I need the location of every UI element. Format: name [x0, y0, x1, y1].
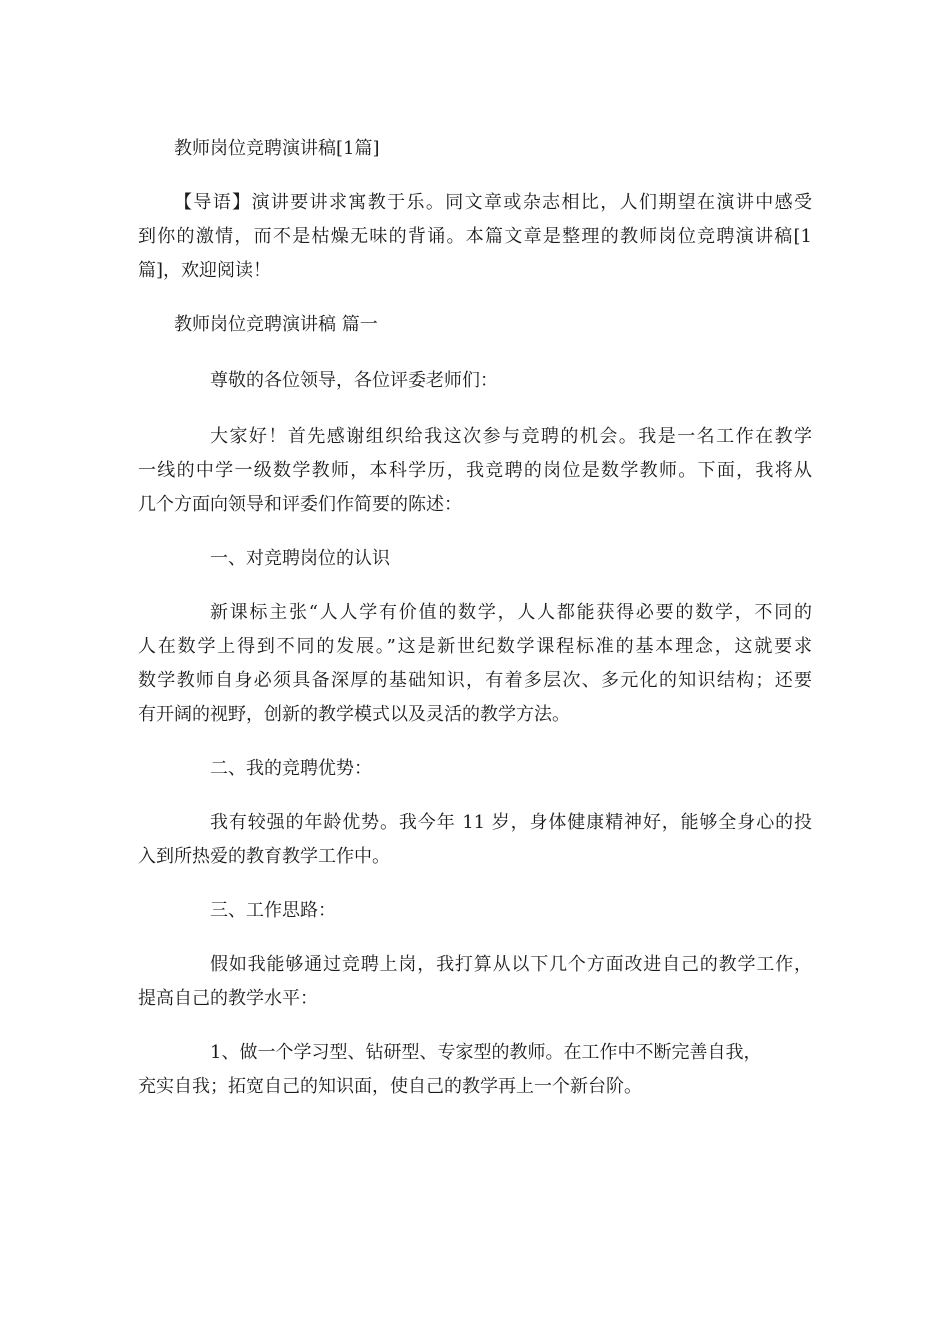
paragraph-3 [138, 948, 812, 1016]
paragraph-1 [138, 596, 812, 732]
heading-2: 二、我的竞聘优势： [210, 758, 372, 779]
paragraph-2-line: 我有较强的年龄优势。我今年 11 岁，身体健康精神好，能够全身心的投 [210, 812, 812, 833]
list-item-1 [138, 1036, 812, 1104]
paragraph-2 [138, 806, 812, 874]
intro-line: 到你的激情，而不是枯燥无味的背诵。本篇文章是整理的教师岗位竞聘演讲稿[1 [138, 226, 812, 247]
paragraph-1-line: 人在数学上得到不同的发展。”这是新世纪数学课程标准的基本理念，这就要求 [138, 636, 812, 657]
section-title: 教师岗位竞聘演讲稿 篇一 [174, 314, 378, 335]
document-page [138, 0, 812, 1344]
paragraph-1-line: 数学教师自身必须具备深厚的基础知识，有着多层次、多元化的知识结构；还要 [138, 670, 812, 691]
opening-line: 大家好！首先感谢组织给我这次参与竞聘的机会。我是一名工作在教学 [210, 426, 812, 447]
paragraph-1-line: 有开阔的视野，创新的教学模式以及灵活的教学方法。 [138, 704, 570, 725]
intro-line: 篇]，欢迎阅读！ [138, 260, 272, 281]
opening-paragraph [138, 420, 812, 522]
list-item-1-line: 充实自我；拓宽自己的知识面，使自己的教学再上一个新台阶。 [138, 1076, 642, 1097]
document-title: 教师岗位竞聘演讲稿[1篇] [174, 138, 380, 159]
paragraph-3-line: 假如我能够通过竞聘上岗，我打算从以下几个方面改进自己的教学工作， [210, 954, 812, 975]
opening-line: 几个方面向领导和评委们作简要的陈述： [138, 494, 462, 515]
heading-1: 一、对竞聘岗位的认识 [210, 548, 390, 569]
heading-3: 三、工作思路： [210, 900, 336, 921]
intro-paragraph [138, 186, 812, 288]
paragraph-3-line: 提高自己的教学水平： [138, 988, 318, 1009]
opening-line: 一线的中学一级数学教师，本科学历，我竞聘的岗位是数学教师。下面，我将从 [138, 460, 812, 481]
list-item-1-line: 1、做一个学习型、钻研型、专家型的教师。在工作中不断完善自我， [210, 1042, 762, 1063]
paragraph-2-line: 入到所热爱的教育教学工作中。 [138, 846, 390, 867]
paragraph-1-line: 新课标主张“人人学有价值的数学，人人都能获得必要的数学，不同的 [210, 602, 812, 623]
intro-line: 【导语】演讲要讲求寓教于乐。同文章或杂志相比，人们期望在演讲中感受 [174, 192, 812, 213]
greeting: 尊敬的各位领导，各位评委老师们： [210, 370, 498, 391]
